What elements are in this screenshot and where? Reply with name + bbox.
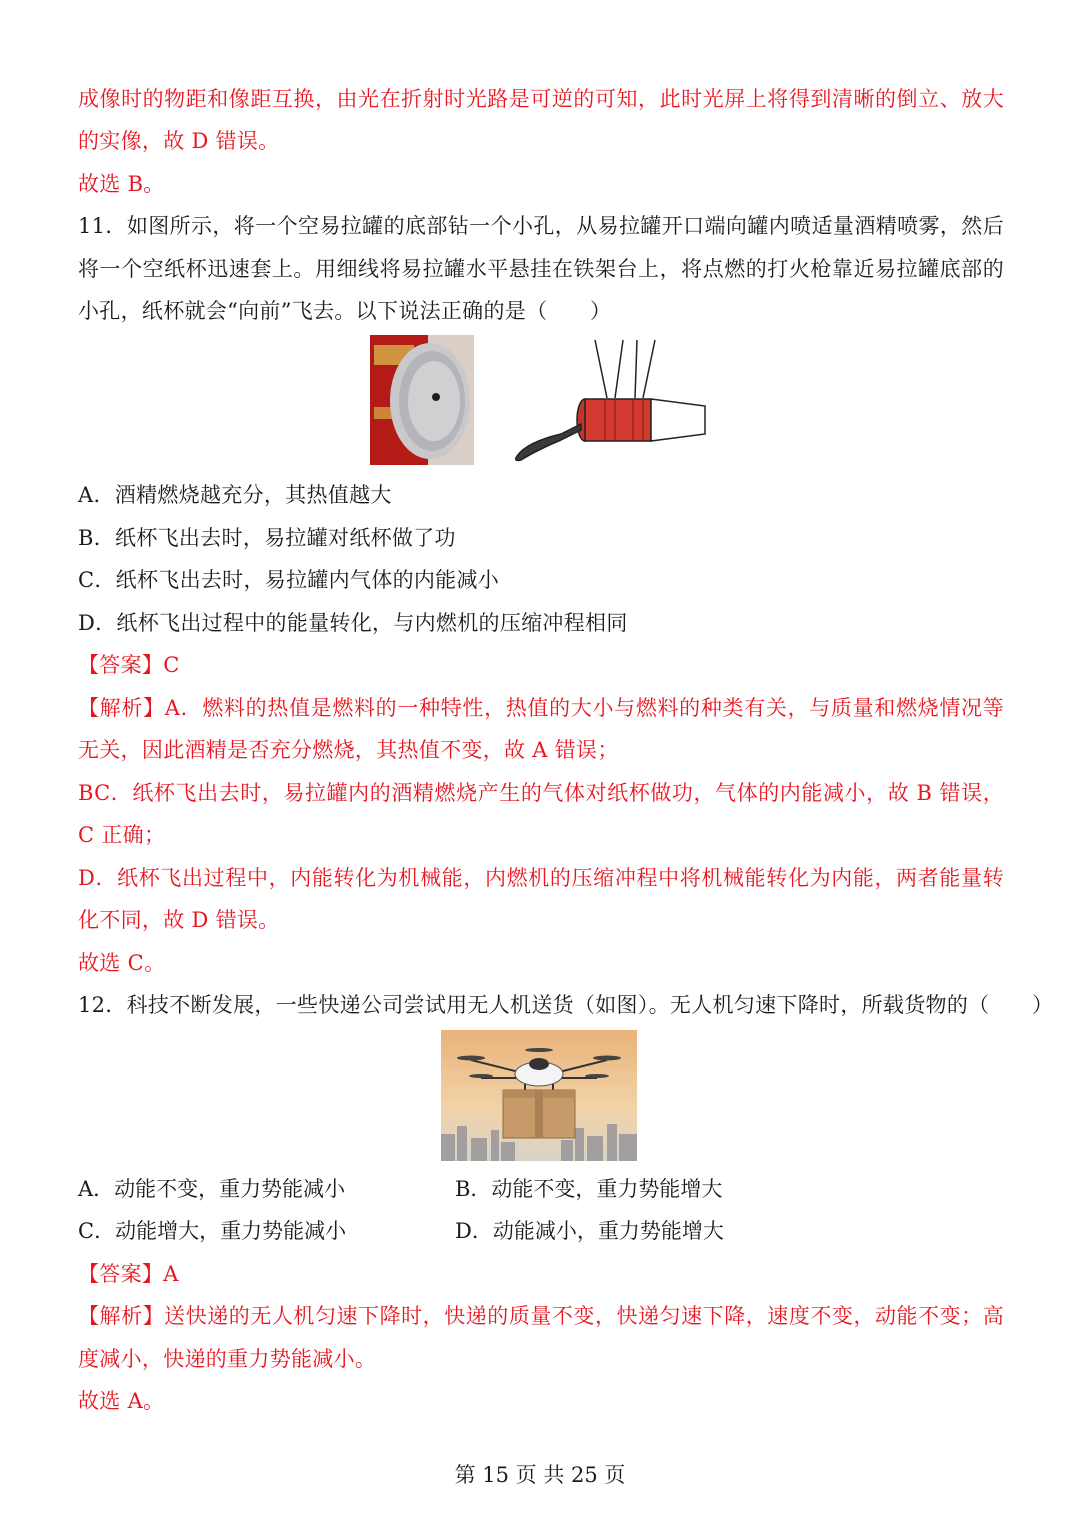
q11-stem-line-3: 小孔，纸杯就会“向前”飞去。以下说法正确的是（ ） [78,299,612,323]
can-cup-diagram [497,338,711,464]
prev-answer-line-1: 成像时的物距和像距互换，由光在折射时光路是可逆的可知，此时光屏上将得到清晰的倒立、放大 [78,87,1004,111]
q11-option-b: B．纸杯飞出去时，易拉罐对纸杯做了功 [78,526,456,550]
q12-analysis-tag: 【解析】 [78,1304,165,1328]
q12-conclusion: 故选 A。 [78,1389,165,1413]
q12-stem: 12．科技不断发展，一些快递公司尝试用无人机送货（如图）。无人机匀速下降时，所载货物的（ ） [78,993,1054,1017]
q11-analysis-tag: 【解析】 [78,696,165,720]
q12-option-c: C．动能增大，重力势能减小 [78,1219,347,1243]
q11-answer [78,650,1004,680]
q11-analysis-text-1: A．燃料的热值是燃料的一种特性，热值的大小与燃料的种类有关，与质量和燃烧情况等 [164,696,1004,720]
can-cup-diagram-figure [497,338,711,464]
q11-analysis-line-4: C 正确； [78,823,166,847]
q12-option-d: D．动能减小，重力势能增大 [455,1219,724,1243]
q11-analysis-line-2: 无关，因此酒精是否充分燃烧，其热值不变，故 A 错误； [78,738,619,762]
q11-option-c: C．纸杯飞出去时，易拉罐内气体的内能减小 [78,568,500,592]
q12-option-a: A．动能不变，重力势能减小 [78,1177,346,1201]
q11-analysis-line-1 [78,693,1004,723]
q11-analysis-line-6: 化不同，故 D 错误。 [78,908,280,932]
q11-analysis-line-5: D．纸杯飞出过程中，内能转化为机械能，内燃机的压缩冲程中将机械能转化为内能，两者能量转 [78,866,1004,890]
q12-answer [78,1259,1004,1289]
q12-analysis-text-1: 送快递的无人机匀速下降时，快递的质量不变，快递匀速下降，速度不变，动能不变；高 [164,1304,1005,1328]
can-photo-image [370,335,474,465]
page-footer: 第 15 页 共 25 页 [454,1463,626,1487]
q12-analysis-line-2: 度减小，快递的重力势能减小。 [78,1347,377,1371]
q12-answer-tag: 【答案】 [78,1262,164,1286]
q11-answer-tag: 【答案】 [78,653,164,677]
q12-analysis-line-1 [78,1301,1004,1331]
q12-answer-value: A [163,1262,179,1286]
q11-answer-value: C [163,653,180,677]
q11-stem-line-1: 11．如图所示，将一个空易拉罐的底部钻一个小孔，从易拉罐开口端向罐内喷适量酒精喷雾，然后 [78,214,1004,238]
can-photo-figure [370,335,474,465]
q11-option-d: D．纸杯飞出过程中的能量转化，与内燃机的压缩冲程相同 [78,611,628,635]
q11-stem-line-2: 将一个空纸杯迅速套上。用细线将易拉罐水平悬挂在铁架台上，将点燃的打火枪靠近易拉罐底部的 [78,257,1004,281]
prev-answer-conclusion: 故选 B。 [78,172,165,196]
q12-option-b: B．动能不变，重力势能增大 [455,1177,723,1201]
drone-photo-image [441,1030,637,1161]
q11-analysis-line-3: BC．纸杯飞出去时，易拉罐内的酒精燃烧产生的气体对纸杯做功，气体的内能减小，故 B 错误， [78,781,1004,805]
q11-conclusion: 故选 C。 [78,951,166,975]
prev-answer-line-2: 的实像，故 D 错误。 [78,129,280,153]
q11-option-a: A．酒精燃烧越充分，其热值越大 [78,483,392,507]
drone-photo-figure [441,1030,637,1161]
